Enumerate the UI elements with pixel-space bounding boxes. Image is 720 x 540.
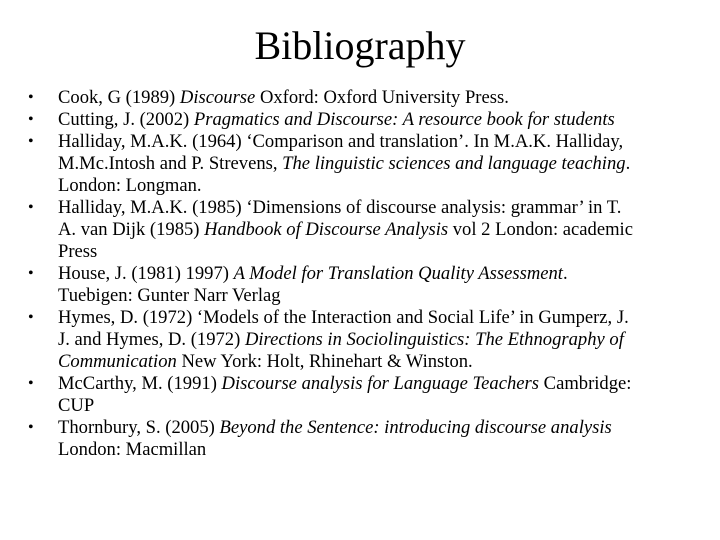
citation-text: A. van Dijk (1985) — [58, 219, 205, 240]
entry-line — [58, 219, 700, 241]
bullet-icon: • — [28, 309, 34, 326]
entry-line — [58, 241, 700, 263]
bibliography-list — [28, 87, 700, 461]
citation-text: CUP — [58, 395, 95, 416]
bibliography-entry — [28, 307, 700, 373]
entry-line — [58, 439, 700, 461]
citation-text: Hymes, D. (1972) ‘Models of the Interaction and Social Life’ in Gumperz, J. — [58, 307, 629, 328]
bibliography-entry — [28, 197, 700, 263]
entry-line — [58, 329, 700, 351]
citation-text: . — [625, 153, 631, 174]
citation-text: Cook, G (1989) — [58, 87, 180, 108]
work-title-text: Handbook of Discourse Analysis — [204, 219, 449, 240]
citation-text: Tuebigen: Gunter Narr Verlag — [58, 285, 281, 306]
citation-text: House, J. (1981) 1997) — [58, 263, 234, 284]
citation-text: vol 2 London: academic — [448, 219, 633, 240]
work-title-text: Directions in Sociolinguistics: The Ethnography of — [244, 329, 624, 350]
entry-line — [58, 175, 700, 197]
citation-text: London: Macmillan — [58, 439, 207, 460]
work-title-text: Discourse — [179, 87, 256, 108]
entry-line — [58, 307, 700, 329]
entry-line — [58, 87, 700, 109]
bibliography-entry — [28, 373, 700, 417]
citation-text: London: Longman. — [58, 175, 202, 196]
entry-line — [58, 263, 700, 285]
bibliography-entry — [28, 87, 700, 109]
work-title-text: Communication — [58, 351, 177, 372]
entry-line — [58, 109, 700, 131]
citation-text: M.Mc.Intosh and P. Strevens, — [58, 153, 283, 174]
bullet-icon: • — [28, 89, 34, 106]
citation-text: Cambridge: — [539, 373, 632, 394]
work-title-text: Discourse analysis for Language Teachers — [221, 373, 540, 394]
work-title-text: Pragmatics and Discourse: A resource book for students — [193, 109, 615, 130]
citation-text: New York: Holt, Rhinehart & Winston. — [176, 351, 473, 372]
entry-line — [58, 351, 700, 373]
citation-text: Thornbury, S. (2005) — [58, 417, 220, 438]
entry-line — [58, 373, 700, 395]
bullet-icon: • — [28, 375, 34, 392]
bibliography-entry — [28, 131, 700, 197]
bullet-icon: • — [28, 199, 34, 216]
work-title-text: The linguistic sciences and language teaching — [282, 153, 626, 174]
citation-text: Halliday, M.A.K. (1985) ‘Dimensions of discourse analysis: grammar’ in T. — [58, 197, 622, 218]
entry-line — [58, 395, 700, 417]
citation-text: McCarthy, M. (1991) — [58, 373, 222, 394]
bibliography-entry — [28, 263, 700, 307]
entry-line — [58, 131, 700, 153]
work-title-text: A Model for Translation Quality Assessment — [233, 263, 563, 284]
bullet-icon: • — [28, 265, 34, 282]
bullet-icon: • — [28, 111, 34, 128]
work-title-text: Beyond the Sentence: introducing discourse analysis — [219, 417, 612, 438]
entry-line — [58, 197, 700, 219]
entry-line — [58, 285, 700, 307]
slide-title: Bibliography — [254, 23, 466, 68]
citation-text: . — [562, 263, 568, 284]
citation-text: Press — [58, 241, 98, 262]
citation-text: Cutting, J. (2002) — [58, 109, 194, 130]
citation-text: J. and Hymes, D. (1972) — [58, 329, 245, 350]
citation-text: Oxford: Oxford University Press. — [255, 87, 509, 108]
bibliography-entry — [28, 417, 700, 461]
entry-line — [58, 153, 700, 175]
bullet-icon: • — [28, 419, 34, 436]
bullet-icon: • — [28, 133, 34, 150]
citation-text: Halliday, M.A.K. (1964) ‘Comparison and translation’. In M.A.K. Halliday, — [58, 131, 624, 152]
entry-line — [58, 417, 700, 439]
bibliography-entry — [28, 109, 700, 131]
